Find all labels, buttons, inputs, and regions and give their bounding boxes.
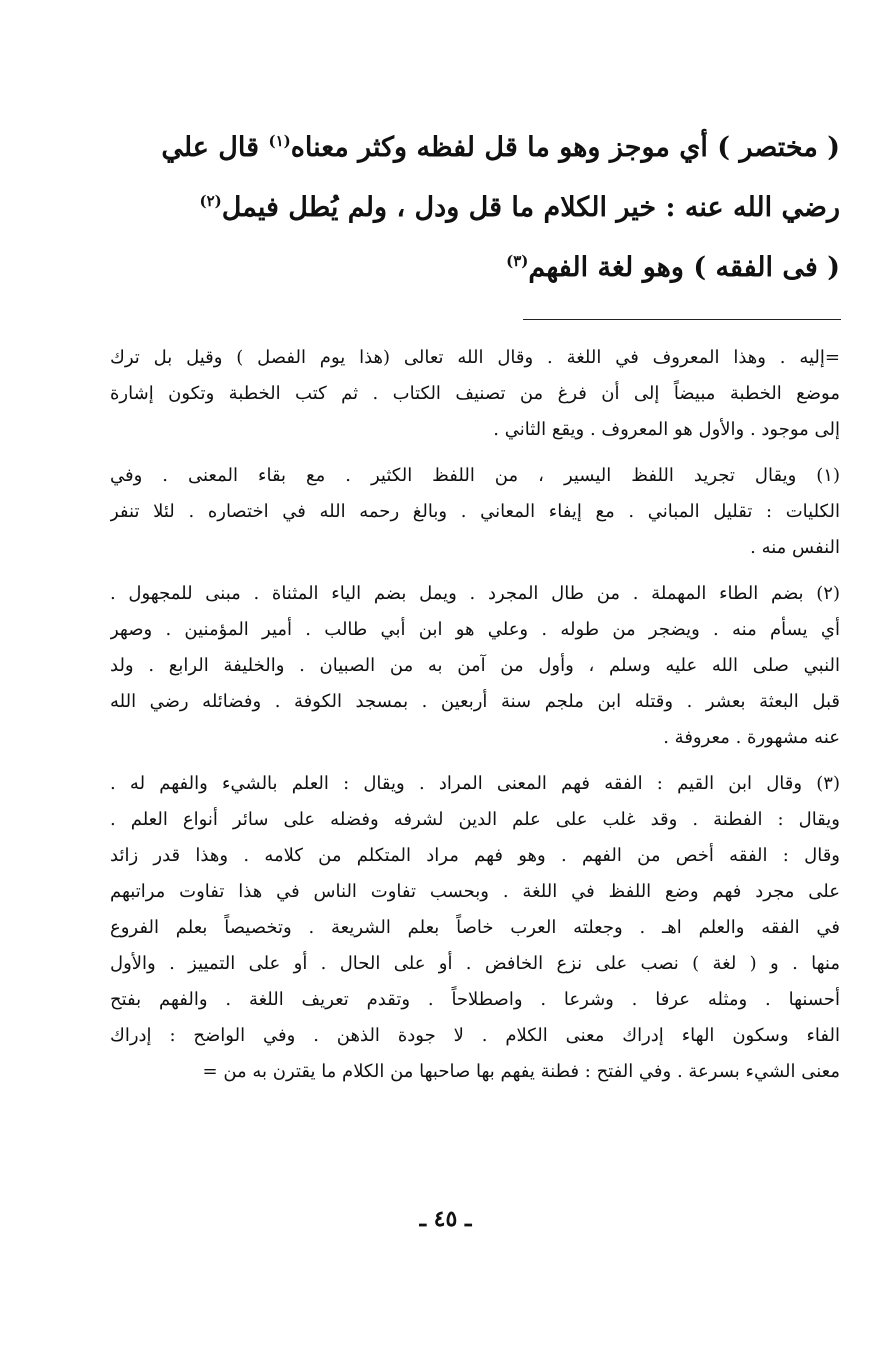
footnote-line: =إليه . وهذا المعروف في اللغة . وقال الله تعالى (هذا يوم الفصل ) وقيل بل ترك (110, 347, 840, 368)
footnote-marker-3: (٣) (506, 252, 529, 270)
footnote-line: (١) ويقال تجريد اللفظ اليسير ، من اللفظ الكثير . مع بقاء المعنى . وفي (110, 465, 840, 486)
footnote-line: إلى موجود . والأول هو المعروف . ويقع الثاني . (493, 419, 840, 440)
footnote-line: ويقال : الفطنة . وقد غلب على علم الدين لشرفه وفضله على سائر أنواع العلم . (110, 809, 840, 830)
footnote-line: النبي صلى الله عليه وسلم ، وأول من آمن به من الصبيان . والخليفة الرابع . ولد (110, 655, 840, 676)
main-line-1-text: ( مختصر ) أي موجز وهو ما قل لفظه وكثر معناه (290, 132, 840, 163)
footnote-marker-1: (١) (268, 132, 291, 150)
footnote-block (110, 766, 840, 1090)
footnote-line: (٣) وقال ابن القيم : الفقه فهم المعنى المراد . ويقال : العلم بالشيء والفهم له . (110, 773, 840, 794)
footnote-block (110, 458, 840, 566)
footnote-line: على مجرد فهم وضع اللفظ في اللغة . وبحسب تفاوت الناس في هذا تفاوت مراتبهم (110, 881, 840, 902)
footnote-line: النفس منه . (750, 537, 840, 558)
main-line-1-tail: قال علي (161, 132, 269, 163)
footnote-line: موضع الخطبة مبيضاً إلى أن فرغ من تصنيف الكتاب . ثم كتب الخطبة وتكون إشارة (110, 383, 840, 404)
footnote-line: أحسنها . ومثله عرفا . وشرعا . واصطلاحاً . وتقدم تعريف اللغة . والفهم بفتح (110, 989, 840, 1010)
footnote-line: عنه مشهورة . معروفة . (663, 727, 840, 748)
footnote-line: أي يسأم منه . ويضجر من طوله . وعلي هو ابن أبي طالب . أمير المؤمنين . وصهر (110, 619, 840, 640)
footnote-marker-2: (٢) (199, 192, 222, 210)
footnotes-section (110, 340, 840, 1100)
footnote-line: منها . و ( لغة ) نصب على نزع الخافض . أو على الحال . أو على التمييز . والأول (110, 953, 840, 974)
footnote-line: الكليات : تقليل المباني . مع إيفاء المعاني . وبالغ رحمه الله في اختصاره . لئلا تنفر (110, 501, 840, 522)
footnote-line: (٢) بضم الطاء المهملة . من طال المجرد . ويمل بضم الياء المثناة . مبنى للمجهول . (110, 583, 840, 604)
footnote-line: قبل البعثة بعشر . وقتله ابن ملجم سنة أربعين . بمسجد الكوفة . وفضائله رضي الله (110, 691, 840, 712)
main-text-line-1 (100, 118, 840, 178)
footnote-line: وقال : الفقه أخص من الفهم . وهو فهم مراد المتكلم من كلامه . وهذا قدر زائد (110, 845, 840, 866)
main-line-3-text: ( فى الفقه ) وهو لغة الفهم (528, 252, 840, 283)
page-number: ـ ٤٥ ـ (419, 1206, 472, 1232)
footnote-divider (523, 319, 841, 320)
footnote-block (110, 576, 840, 756)
footnote-block (110, 340, 840, 448)
footnote-line: معنى الشيء بسرعة . وفي الفتح : فطنة يفهم بها صاحبها من الكلام ما يقترن به من = (202, 1061, 840, 1082)
main-text-line-3 (100, 238, 840, 298)
main-line-2-text: رضي الله عنه : خير الكلام ما قل ودل ، ولم يُطل فيمل (221, 192, 840, 223)
main-text (100, 118, 840, 298)
footnote-line: في الفقه والعلم اهـ . وجعلته العرب خاصاً بعلم الشريعة . وتخصيصاً بعلم الفروع (110, 917, 840, 938)
main-text-line-2 (100, 178, 840, 238)
footnote-line: الفاء وسكون الهاء إدراك معنى الكلام . لا جودة الذهن . وفي الواضح : إدراك (110, 1025, 840, 1046)
